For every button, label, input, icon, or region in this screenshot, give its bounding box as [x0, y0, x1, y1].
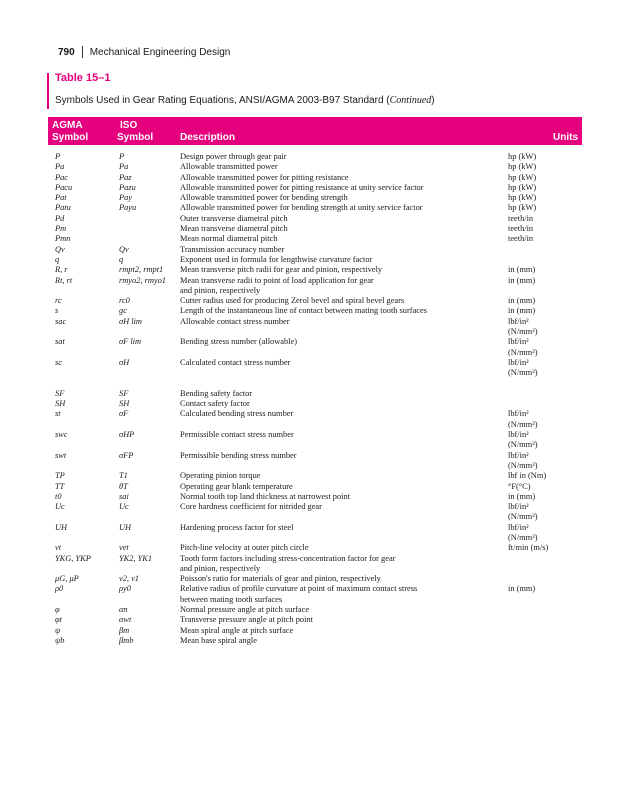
agma-symbol: TP [55, 471, 65, 481]
description: Bending stress number (allowable) [180, 337, 297, 347]
units: in (mm) [508, 584, 536, 594]
table-row [48, 512, 582, 522]
table-row [48, 358, 582, 368]
description: Poisson's ratio for materials of gear and pinion, respectively [180, 574, 381, 584]
table-row [48, 605, 582, 615]
description: Allowable transmitted power for bending strength [180, 193, 348, 203]
running-header [58, 46, 230, 58]
iso-symbol: rmyo2, rmyo1 [119, 275, 166, 285]
iso-symbol: vet [119, 543, 129, 553]
table-row [48, 224, 582, 234]
agma-symbol: UH [55, 522, 68, 532]
agma-symbol: Pm [55, 224, 67, 234]
description: Pitch-line velocity at outer pitch circle [180, 543, 309, 553]
caption-continued: Continued [389, 95, 432, 106]
iso-symbol: rc0 [119, 296, 130, 306]
units: (N/mm²) [508, 347, 538, 357]
units: hp (kW) [508, 172, 537, 182]
units: ft/min (m/s) [508, 543, 549, 553]
units: (N/mm²) [508, 512, 538, 522]
agma-symbol: Pa [55, 162, 65, 172]
agma-symbol: st [55, 409, 61, 419]
table-row [48, 368, 582, 378]
description: Mean normal diametral pitch [180, 234, 278, 244]
agma-symbol: rc [55, 296, 62, 306]
book-title: Mechanical Engineering Design [89, 46, 231, 58]
table-row [48, 564, 582, 574]
table-row [48, 245, 582, 255]
units: (N/mm²) [508, 368, 538, 378]
units: hp (kW) [508, 182, 537, 192]
page-number: 790 [58, 46, 75, 58]
table-row [48, 162, 582, 172]
agma-symbol: Uc [55, 502, 65, 512]
iso-symbol: σF lim [119, 337, 142, 347]
iso-symbol: gc [119, 306, 127, 316]
table-row [48, 255, 582, 265]
table-row [48, 348, 582, 358]
table-row [48, 584, 582, 594]
table-row [48, 276, 582, 286]
table-row [48, 317, 582, 327]
table-row [48, 574, 582, 584]
description: Design power through gear pair [180, 152, 287, 161]
description: Mean transverse pitch radii for gear and pinion, respectively [180, 265, 383, 275]
units: lbf/in² [508, 337, 529, 347]
description: Allowable transmitted power for pitting resistance at unity service factor [180, 182, 424, 192]
agma-symbol: Pmn [55, 234, 71, 244]
agma-symbol: SF [55, 388, 65, 398]
table-row [48, 379, 582, 389]
description: Operating pinion torque [180, 471, 261, 481]
agma-symbol: P [55, 152, 61, 161]
units: lbf in (Nm) [508, 471, 547, 481]
table-row [48, 306, 582, 316]
description: and pinion, respectively [180, 285, 261, 295]
description: Allowable transmitted power [180, 162, 278, 172]
iso-symbol: Pazu [119, 182, 136, 192]
agma-symbol: sac [55, 316, 67, 326]
iso-symbol: q [119, 254, 124, 264]
agma-symbol: ρ0 [55, 584, 64, 594]
description: Hardening process factor for steel [180, 522, 294, 532]
description: between mating tooth surfaces [180, 594, 283, 604]
iso-symbol: YK2, YK1 [119, 553, 153, 563]
agma-symbol: Qv [55, 244, 65, 254]
agma-symbol: μG, μP [55, 574, 79, 584]
table-row [48, 440, 582, 450]
table-row [48, 203, 582, 213]
caption-end: ) [431, 95, 435, 106]
description: Mean spiral angle at pitch surface [180, 625, 294, 635]
iso-symbol: Pay [119, 193, 133, 203]
iso-symbol: σH [119, 357, 130, 367]
header-description: Description [180, 132, 236, 143]
description: Exponent used in formula for lengthwise curvature factor [180, 254, 373, 264]
units: in (mm) [508, 296, 536, 306]
description: Normal pressure angle at pitch surface [180, 605, 310, 615]
description: Bending safety factor [180, 388, 253, 398]
agma-symbol: ψb [55, 635, 65, 645]
iso-symbol: UH [119, 522, 132, 532]
table-row [48, 492, 582, 502]
iso-symbol: T1 [119, 471, 128, 481]
header-agma-symbol: Symbol [52, 132, 89, 143]
iso-symbol: SF [119, 388, 129, 398]
agma-symbol: sc [55, 357, 62, 367]
table-row [48, 173, 582, 183]
description: Normal tooth top land thickness at narrowest point [180, 491, 351, 501]
iso-symbol: βm [119, 625, 130, 635]
description: Allowable transmitted power for bending strength at unity service factor [180, 203, 423, 213]
table-row [48, 482, 582, 492]
units: lbf/in² [508, 522, 529, 532]
units: (N/mm²) [508, 327, 538, 337]
units: hp (kW) [508, 162, 537, 172]
table-row [48, 234, 582, 244]
units: teeth/in [508, 213, 534, 223]
description: Mean transverse radii to point of load application for gear [180, 275, 374, 285]
table-row [48, 554, 582, 564]
iso-symbol: σHP [119, 430, 135, 440]
table-caption [55, 95, 435, 106]
units: lbf/in² [508, 450, 529, 460]
description: Calculated contact stress number [180, 357, 291, 367]
units: lbf/in² [508, 430, 529, 440]
description: Contact safety factor [180, 399, 250, 409]
table-row [48, 595, 582, 605]
agma-symbol: Pd [55, 213, 65, 223]
agma-symbol: ψ [55, 625, 61, 635]
description: Transmission accuracy number [180, 244, 285, 254]
description: Mean base spiral angle [180, 635, 257, 645]
description: Relative radius of profile curvature at point of maximum contact stress [180, 584, 418, 594]
units: lbf/in² [508, 502, 529, 512]
units: in (mm) [508, 491, 536, 501]
units: teeth/in [508, 224, 534, 234]
iso-symbol: σH lim [119, 316, 142, 326]
agma-symbol: φ [55, 605, 60, 615]
agma-symbol: Patu [55, 203, 71, 213]
table-number: Table 15–1 [55, 72, 111, 84]
iso-symbol: Pa [119, 162, 129, 172]
table-row [48, 286, 582, 296]
units: (N/mm²) [508, 460, 538, 470]
table-row [48, 399, 582, 409]
iso-symbol: sai [119, 491, 129, 501]
table-row [48, 533, 582, 543]
table-row [48, 152, 582, 162]
description: Tooth form factors including stress-concentration factor for gear [180, 553, 396, 563]
units: (N/mm²) [508, 532, 538, 542]
table-row [48, 265, 582, 275]
description: Mean transverse diametral pitch [180, 224, 288, 234]
table-row [48, 337, 582, 347]
description: Allowable contact stress number [180, 316, 290, 326]
table-marker-bar [47, 73, 49, 109]
description: Cutter radius used for producing Zerol bevel and spiral bevel gears [180, 296, 405, 306]
table-row [48, 461, 582, 471]
units: (N/mm²) [508, 419, 538, 429]
agma-symbol: Pat [55, 193, 67, 203]
units: °F(°C) [508, 481, 531, 491]
table-row [48, 430, 582, 440]
table-row [48, 409, 582, 419]
header-units: Units [553, 132, 578, 143]
description: Core hardness coefficient for nitrided gear [180, 502, 322, 512]
table-row [48, 420, 582, 430]
units: lbf/in² [508, 316, 529, 326]
units: hp (kW) [508, 193, 537, 203]
units: lbf/in² [508, 357, 529, 367]
iso-symbol: ρy0 [119, 584, 131, 594]
table-row [48, 214, 582, 224]
agma-symbol: TT [55, 481, 65, 491]
description: Length of the instantaneous line of contact between mating tooth surfaces [180, 306, 427, 316]
agma-symbol: t0 [55, 491, 62, 501]
table-row [48, 636, 582, 646]
units: (N/mm²) [508, 440, 538, 450]
table-row [48, 296, 582, 306]
description: Operating gear blank temperature [180, 481, 293, 491]
units: hp (kW) [508, 152, 537, 161]
table-row [48, 471, 582, 481]
iso-symbol: αn [119, 605, 128, 615]
agma-symbol: SH [55, 399, 66, 409]
caption-text: Symbols Used in Gear Rating Equations, ANSI/AGMA 2003-B97 Standard ( [55, 95, 390, 106]
units: in (mm) [508, 306, 536, 316]
agma-symbol: Pacu [55, 182, 73, 192]
description: Transverse pressure angle at pitch point [180, 615, 313, 625]
description: Allowable transmitted power for pitting resistance [180, 172, 349, 182]
iso-symbol: SH [119, 399, 130, 409]
iso-symbol: Paz [119, 172, 132, 182]
table-row [48, 389, 582, 399]
iso-symbol: Uc [119, 502, 129, 512]
agma-symbol: φt [55, 615, 62, 625]
iso-symbol: rmpt2, rmpt1 [119, 265, 164, 275]
description: Outer transverse diametral pitch [180, 213, 288, 223]
header-iso: ISO [120, 120, 138, 131]
iso-symbol: Payu [119, 203, 137, 213]
iso-symbol: P [119, 152, 125, 161]
agma-symbol: q [55, 254, 60, 264]
agma-symbol: R, r [55, 265, 68, 275]
units: in (mm) [508, 265, 536, 275]
table-row [48, 327, 582, 337]
iso-symbol: βmb [119, 635, 134, 645]
agma-symbol: s [55, 306, 59, 316]
agma-symbol: sat [55, 337, 65, 347]
description: Permissible bending stress number [180, 450, 297, 460]
units: hp (kW) [508, 203, 537, 213]
iso-symbol: σFP [119, 450, 134, 460]
iso-symbol: θT [119, 481, 128, 491]
table-row [48, 615, 582, 625]
header-iso-symbol: Symbol [117, 132, 154, 143]
table-row [48, 502, 582, 512]
agma-symbol: Pac [55, 172, 69, 182]
table-row [48, 183, 582, 193]
table-header [48, 117, 582, 145]
agma-symbol: Rt, rt [55, 275, 73, 285]
table-row [48, 193, 582, 203]
iso-symbol: Qv [119, 244, 129, 254]
header-divider [82, 46, 83, 58]
header-agma: AGMA [52, 120, 83, 131]
description: and pinion, respectively [180, 563, 261, 573]
description: Calculated bending stress number [180, 409, 294, 419]
table-row [48, 543, 582, 553]
agma-symbol: swt [55, 450, 67, 460]
table-row [48, 523, 582, 533]
agma-symbol: swc [55, 430, 68, 440]
agma-symbol: YKG, YKP [55, 553, 91, 563]
table-row [48, 626, 582, 636]
table-body [48, 152, 582, 646]
iso-symbol: ν2, ν1 [119, 574, 139, 584]
description: Permissible contact stress number [180, 430, 294, 440]
iso-symbol: σF [119, 409, 129, 419]
iso-symbol: αwt [119, 615, 132, 625]
agma-symbol: vt [55, 543, 62, 553]
units: in (mm) [508, 275, 536, 285]
table-row [48, 451, 582, 461]
units: lbf/in² [508, 409, 529, 419]
units: teeth/in [508, 234, 534, 244]
